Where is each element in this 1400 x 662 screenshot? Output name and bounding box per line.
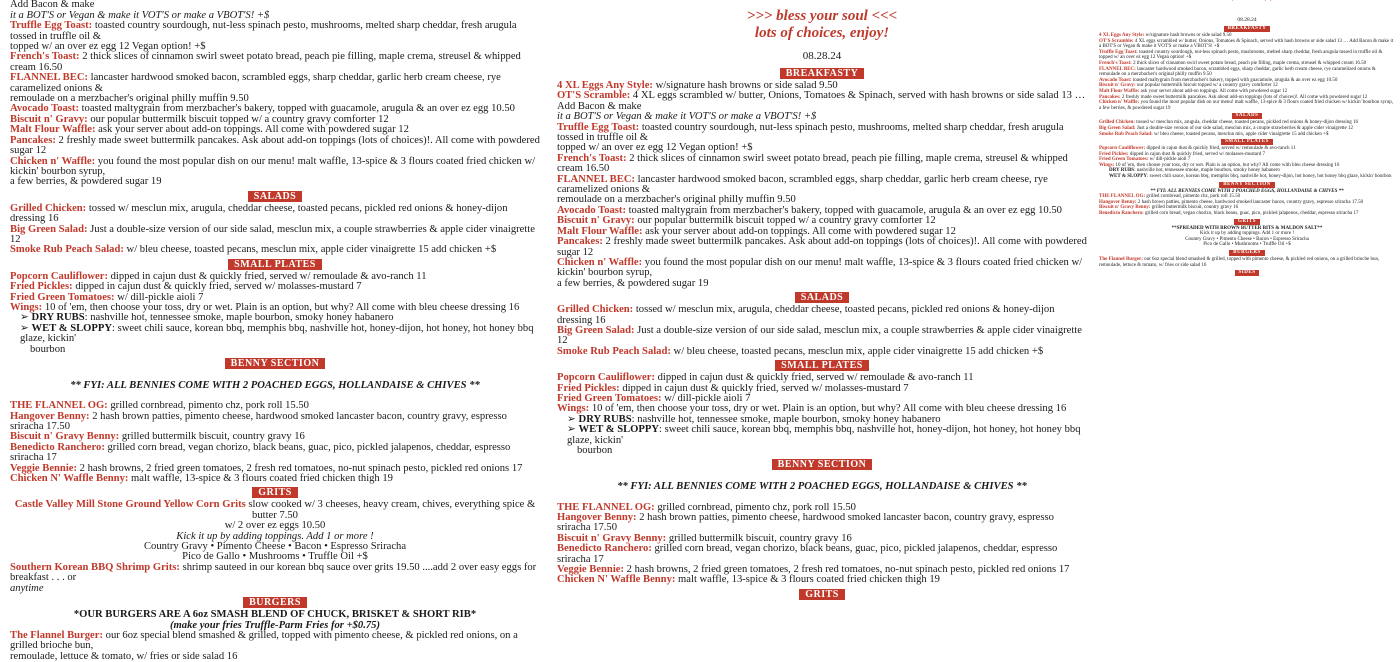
biscuit-gravy-item: Biscuit n' Gravy: our popular buttermilk biscuit topped w/ a country gravy comforter 12 <box>557 215 936 227</box>
salads-heading-small: SALADS <box>1232 113 1263 119</box>
grits-kick-small: Kick it up by adding toppings. Add 1 or more ! <box>1199 231 1295 237</box>
korean-shrimp-grits: Southern Korean BBQ Shrimp Grits: shrimp sauteed in our korean bbq sauce over grits 19.50 ....add 2 over easy eggs for breakfast . . . or <box>10 561 537 584</box>
grilled-chicken-salad: Grilled Chicken: tossed w/ mesclun mix, arugula, cheddar cheese, toasted pecans, pickled red onions & honey-dijon dressing 16 <box>557 304 1055 326</box>
fried-pickles: Fried Pickles: dipped in cajun dust & quickly fried, served w/ molasses-mustard 7 <box>557 382 909 394</box>
flannel-bec-small: FLANNEL BEC: lancaster hardwood smoked bacon, scrambled eggs, sharp cheddar, garlic herb cream cheese, rye caramelized onions & remoulade on a merzbacher's original philly muffin 9.50 <box>1099 66 1376 78</box>
grilled-chicken-salad: Grilled Chicken: tossed w/ mesclun mix, arugula, cheddar cheese, toasted pecans, pickled red onions & honey-dijon dressing 16 <box>10 202 508 225</box>
tagline-choices-small <box>1099 0 1395 1</box>
ots-scramble-item: OT'S Scramble: 4 XL eggs scrambled w/ butter, Onions, Tomatoes & Spinach, served with hash browns or side salad 13 … Add Bacon & make <box>557 90 1086 112</box>
ots-scramble-small: OT'S Scramble: 4 XL eggs scrambled w/ butter, Onions, Tomatoes & Spinach, served with hash browns or side salad 13 … Add Bacon & make it a BOT'S or Vegan & make it VOT'S or make a VBOT'S! +$ <box>1099 38 1394 50</box>
grits-toppings1-small: Country Gravy • Pimento Cheese • Bacon • Espresso Sriracha <box>1185 236 1309 242</box>
chicken-waffle-small: Chicken n' Waffle: you found the most popular dish on our menu! malt waffle, 13-spice & 3 flours coated fried chicken w/ kickin' bourbon syrup, a few berries, & powdered sugar 19 <box>1099 100 1394 111</box>
big-green-salad-small: Big Green Salad: Just a double-size version of our side salad, mesclun mix, a couple strawberries & apple cider vinaigrette 12 <box>1099 125 1354 131</box>
popcorn-cauliflower: Popcorn Cauliflower: dipped in cajun dust & quickly fried, served w/ remoulade & avo-ranch 11 <box>10 270 427 282</box>
pancakes-item: Pancakes: 2 freshly made sweet buttermilk pancakes. Ask about add-on toppings (lots of choices)!. All come with powdered sugar 12 <box>557 236 1087 258</box>
pancakes-item: Pancakes: 2 freshly made sweet buttermilk pancakes. Ask about add-on toppings (lots of choices)!. All come with powdered sugar 12 <box>10 134 540 157</box>
grits-toppings2-small: Pico de Gallo • Mushrooms • Truffle Oil +$ <box>1203 242 1291 248</box>
flannel-og: THE FLANNEL OG: grilled cornbread, pimento chz, pork roll 15.50 <box>10 400 309 412</box>
avocado-toast-small: Avocado Toast: toasted maltygrain from merzbacher's bakery, topped with guacamole, arugula & an over ez egg 10.50 <box>1099 77 1338 83</box>
peach-salad-small: Smoke Rub Peach Salad: w/ bleu cheese, toasted pecans, mesclun mix, apple cider vinaigrette 15 add chicken +$ <box>1099 131 1329 137</box>
veggie-bennie: Veggie Bennie: 2 hash browns, 2 fried green tomatoes, 2 fresh red tomatoes, no-nut spinach pesto, pickled red onions 17 <box>557 564 1070 576</box>
sides-heading-small: SIDES <box>1235 270 1260 276</box>
small-plates-heading: SMALL PLATES <box>228 259 322 270</box>
flannel-bec-item: FLANNEL BEC: lancaster hardwood smoked bacon, scrambled eggs, sharp cheddar, garlic herb cream cheese, rye caramelized onions & <box>557 173 1048 196</box>
menu-date-small: 08.28.24 <box>1237 17 1257 23</box>
big-green-salad: Big Green Salad: Just a double-size version of our side salad, mesclun mix, a couple strawberries & apple cider vinaigrette 12 <box>557 324 1082 347</box>
chicken-waffle-item: Chicken n' Waffle: you found the most popular dish on our menu! malt waffle, 13-spice & 3 flours coated fried chicken w/ kickin' bourbon syrup, <box>557 256 1083 279</box>
grilled-chicken-salad-small: Grilled Chicken: tossed w/ mesclun mix, arugula, cheddar cheese, toasted pecans, pickled red onions & honey-dijon dressing 16 <box>1099 120 1358 126</box>
french-toast-item: French's Toast: 2 thick slices of cinnamon swirl sweet potato bread, peach pie filling, maple crema, streusel & whipped cream 16.50 <box>10 51 521 73</box>
flannel-bec-item: FLANNEL BEC: lancaster hardwood smoked bacon, scrambled eggs, sharp cheddar, garlic herb cream cheese, rye caramelized onions & <box>10 72 501 94</box>
biscuit-gravy-item: Biscuit n' Gravy: our popular buttermilk biscuit topped w/ a country gravy comforter 12 <box>10 113 389 125</box>
grits-kick: Kick it up by adding toppings. Add 1 or more ! <box>176 530 374 542</box>
hangover-benny: Hangover Benny: 2 hash brown patties, pimento cheese, hardwood smoked lancaster bacon, country gravy, espresso sriracha 17.50 <box>10 410 507 432</box>
fried-pickles: Fried Pickles: dipped in cajun dust & quickly fried, served w/ molasses-mustard 7 <box>10 281 362 293</box>
burgers-fries: (make your fries Truffle-Parm Fries for +$0.75) <box>170 619 380 631</box>
burgers-heading: BURGERS <box>243 597 307 608</box>
arrow-icon: ➢ <box>567 424 576 436</box>
tagline-bless: >>> bless your soul <<< <box>746 8 898 24</box>
benny-heading-small: BENNY SECTION <box>1219 182 1275 188</box>
popcorn-cauliflower: Popcorn Cauliflower: dipped in cajun dust & quickly fried, served w/ remoulade & avo-ranch 11 <box>557 372 974 384</box>
chicken-waffle-benny: Chicken N' Waffle Benny: malt waffle, 13-spice & 3 flours coated fried chicken thigh 19 <box>10 473 393 485</box>
arrow-icon: ➢ <box>20 322 29 334</box>
wings: Wings: 10 of 'em, then choose your toss, dry or wet. Plain is an option, but why? All come with bleu cheese dressing 16 <box>10 301 520 313</box>
flannel-burger-cont: remoulade, lettuce & tomato, w/ fries or side salad 16 <box>10 650 238 662</box>
flannel-bec-cont: remoulade on a merzbacher's original philly muffin 9.50 <box>557 194 796 206</box>
castle-valley-grits: Castle Valley Mill Stone Ground Yellow Corn Grits slow cooked w/ 3 cheeses, heavy cream, chives, everything spice & butter 7.50 <box>14 499 536 521</box>
wet-sloppy-small: WET & SLOPPY: sweet chili sauce, korean bbq, memphis bbq, nashville hot, honey-dijon, hot honey, hot honey bbq glaze, kickin' bourbon <box>1109 174 1392 180</box>
chicken-waffle-benny: Chicken N' Waffle Benny: malt waffle, 13-spice & 3 flours coated fried chicken thigh 19 <box>557 574 940 586</box>
wet-sloppy-cont: bourbon <box>30 343 66 355</box>
eggs-any-style: 4 XL Eggs Any Style: w/signature hash browns or side salad 9.50 <box>557 80 838 91</box>
french-toast-small: French's Toast: 2 thick slices of cinnamon swirl sweet potato bread, peach pie filling, maple crema, streusel & whipped cream 16.50 <box>1099 60 1367 66</box>
fried-green-tomatoes: Fried Green Tomatoes: w/ dill-pickle aioli 7 <box>10 291 204 303</box>
small-plates-heading-small: SMALL PLATES <box>1221 139 1273 145</box>
flannel-burger: The Flannel Burger: our 6oz special blend smashed & grilled, topped with pimento cheese, & pickled red onions, on a grilled brioche bun, <box>10 629 518 652</box>
fried-green-tomatoes-small: Fried Green Tomatoes: w/ dill-pickle aioli 7 <box>1099 157 1191 163</box>
salads-heading: SALADS <box>248 191 302 202</box>
biscuit-gravy-benny-small: Biscuit n' Gravy Benny: grilled buttermilk biscuit, country gravy 16 <box>1099 205 1239 211</box>
truffle-egg-toast-item: Truffle Egg Toast: toasted country sourdough, nut-less spinach pesto, mushrooms, melted sharp cheddar, fresh arugula tossed in truffle oil & <box>10 20 517 42</box>
burgers-intro: *OUR BURGERS ARE A 6oz SMASH BLEND OF CHUCK, BRISKET & SHORT RIB* <box>73 609 477 621</box>
breakfasty-heading-small: BREAKFASTY <box>1224 26 1271 32</box>
hangover-benny: Hangover Benny: 2 hash brown patties, pimento cheese, hardwood smoked lancaster bacon, country gravy, espresso sriracha 17.50 <box>557 512 1054 534</box>
salads-heading: SALADS <box>795 292 849 303</box>
benny-fyi: ** FYI: ALL BENNIES COME WITH 2 POACHED EGGS, HOLLANDAISE & CHIVES ** <box>70 379 480 391</box>
menu-panel-right <box>1093 0 1400 500</box>
dry-rubs: ➢ DRY RUBS: nashville hot, tennessee smoke, maple bourbon, smoky honey habanero <box>567 413 941 425</box>
chicken-waffle-item: Chicken n' Waffle: you found the most popular dish on our menu! malt waffle, 13-spice & 3 flours coated fried chicken w/ kickin' bourbon syrup, <box>10 155 536 177</box>
big-green-salad: Big Green Salad: Just a double-size version of our side salad, mesclun mix, a couple strawberries & apple cider vinaigrette 12 <box>10 223 535 245</box>
grits-toppings-1: Country Gravy • Pimento Cheese • Bacon • Espresso Sriracha <box>143 541 407 553</box>
wet-sloppy: ➢ WET & SLOPPY: sweet chili sauce, korean bbq, memphis bbq, nashville hot, honey-dijon, hot honey, hot honey bbq glaze, kickin' <box>20 322 534 345</box>
wet-sloppy: ➢ WET & SLOPPY: sweet chili sauce, korean bbq, memphis bbq, nashville hot, honey-dijon, hot honey, hot honey bbq glaze, kickin' <box>567 424 1081 446</box>
truffle-egg-toast-item: Truffle Egg Toast: toasted country sourdough, nut-less spinach pesto, mushrooms, melted sharp cheddar, fresh arugula tossed in truffle oil & <box>557 121 1064 144</box>
grits-heading: GRITS <box>799 589 845 600</box>
benny-heading: BENNY SECTION <box>225 358 326 369</box>
peach-salad: Smoke Rub Peach Salad: w/ bleu cheese, toasted pecans, mesclun mix, apple cider vinaigrette 15 add chicken +$ <box>557 345 1044 357</box>
biscuit-gravy-benny: Biscuit n' Gravy Benny: grilled buttermilk biscuit, country gravy 16 <box>10 431 305 443</box>
dry-rubs-small: DRY RUBS: nashville hot, tennessee smoke, maple bourbon, smoky honey habanero <box>1109 168 1280 174</box>
hangover-benny-small: Hangover Benny: 2 hash brown patties, pimento cheese, hardwood smoked lancaster bacon, country gravy, espresso sriracha 17.50 <box>1099 199 1364 205</box>
flannel-bec-cont: remoulade on a merzbacher's original philly muffin 9.50 <box>10 93 249 105</box>
fried-pickles-small: Fried Pickles: dipped in cajun dust & quickly fried, served w/ molasses-mustard 7 <box>1099 151 1265 157</box>
small-plates-heading: SMALL PLATES <box>775 360 869 371</box>
tagline-choices: lots of choices, enjoy! <box>754 25 890 41</box>
flannel-og-small: THE FLANNEL OG: grilled cornbread, pimento chz, pork roll 15.50 <box>1099 194 1241 200</box>
french-toast-item: French's Toast: 2 thick slices of cinnamon swirl sweet potato bread, peach pie filling, maple crema, streusel & whipped cream 16.50 <box>557 152 1068 175</box>
avocado-toast-item: Avocado Toast: toasted maltygrain from merzbacher's bakery, topped with guacamole, arugula & an over ez egg 10.50 <box>557 204 1062 216</box>
truffle-egg-toast-cont: topped w/ an over ez egg 12 Vegan option! +$ <box>10 41 206 53</box>
biscuit-gravy-small: Biscuit n' Gravy: our popular buttermilk biscuit topped w/ a country gravy comforter 12 <box>1099 83 1278 89</box>
breakfasty-heading: BREAKFASTY <box>780 68 865 79</box>
grits-heading: GRITS <box>252 487 298 498</box>
peach-salad: Smoke Rub Peach Salad: w/ bleu cheese, toasted pecans, mesclun mix, apple cider vinaigrette 15 add chicken +$ <box>10 244 497 256</box>
benny-fyi: ** FYI: ALL BENNIES COME WITH 2 POACHED EGGS, HOLLANDAISE & CHIVES ** <box>617 481 1027 492</box>
benny-fyi-small: ** FYI: ALL BENNIES COME WITH 2 POACHED EGGS, HOLLANDAISE & CHIVES ** <box>1150 188 1344 194</box>
pancakes-small: Pancakes: 2 freshly made sweet buttermilk pancakes. Ask about add-on toppings (lots of choices)!. All come with powdered sugar 12 <box>1099 94 1368 100</box>
flannel-burger-small: The Flannel Burger: our 6oz special blend smashed & grilled, topped with pimento cheese, & pickled red onions, on a grilled brioche bun, remoulade, lettuce & tomato, w/ fries or side salad 16 <box>1099 257 1380 268</box>
burgers-heading-small: BURGERS <box>1229 250 1265 256</box>
menu-date: 08.28.24 <box>802 50 842 62</box>
castle-valley-cont: w/ 2 over ez eggs 10.50 <box>224 520 326 532</box>
veggie-bennie: Veggie Bennie: 2 hash browns, 2 fried green tomatoes, 2 fresh red tomatoes, no-nut spinach pesto, pickled red onions 17 <box>10 462 523 474</box>
truffle-egg-toast-cont: topped w/ an over ez egg 12 Vegan option! +$ <box>557 142 753 154</box>
popcorn-cauliflower-small: Popcorn Cauliflower: dipped in cajun dust & quickly fried, served w/ remoulade & avo-ranch 11 <box>1099 146 1296 152</box>
wings: Wings: 10 of 'em, then choose your toss, dry or wet. Plain is an option, but why? All come with bleu cheese dressing 16 <box>557 403 1067 415</box>
ots-scramble-cont: it a BOT'S or Vegan & make it VOT'S or make a VBOT'S! +$ <box>557 111 817 123</box>
spreaded-note-small: **SPREADED WITH BROWN BUTTER BITS & MALDON SALT** <box>1171 225 1323 231</box>
wet-sloppy-cont: bourbon <box>577 445 613 456</box>
ots-scramble-cont: it a BOT'S or Vegan & make it VOT'S or make a VBOT'S! +$ <box>10 9 270 21</box>
malt-waffle-item: Malt Flour Waffle: ask your server about add-on toppings. All come with powdered sugar 12 <box>557 225 956 237</box>
biscuit-gravy-benny: Biscuit n' Gravy Benny: grilled buttermilk biscuit, country gravy 16 <box>557 532 852 544</box>
eggs-any-style-small: 4 XL Eggs Any Style: w/signature hash browns or side salad 9.50 <box>1099 33 1232 38</box>
dry-rubs: ➢ DRY RUBS: nashville hot, tennessee smoke, maple bourbon, smoky honey habanero <box>20 312 394 324</box>
menu-panel-middle <box>548 0 1093 600</box>
truffle-egg-toast-small: Truffle Egg Toast: toasted country sourdough, nut-less spinach pesto, mushrooms, melted sharp cheddar, fresh arugula tossed in truffle oil & topped w/ an over ez egg 12 Vegan option! +$ <box>1099 49 1383 61</box>
korean-shrimp-cont: anytime <box>10 582 44 594</box>
benedicto-ranchero: Benedicto Ranchero: grilled corn bread, vegan chorizo, black beans, guac, pico, pickled jalapenos, cheddar, espresso sriracha 17 <box>10 441 511 464</box>
arrow-icon: ➢ <box>20 312 29 324</box>
menu-panel-left <box>0 0 548 662</box>
benny-heading: BENNY SECTION <box>772 459 873 470</box>
chicken-waffle-cont: a few berries, & powdered sugar 19 <box>10 176 162 188</box>
avocado-toast-item: Avocado Toast: toasted maltygrain from merzbacher's bakery, topped with guacamole, arugula & an over ez egg 10.50 <box>10 103 515 115</box>
malt-waffle-item: Malt Flour Waffle: ask your server about add-on toppings. All come with powdered sugar 12 <box>10 124 409 136</box>
benedicto-ranchero-small: Benedicto Ranchero: grilled corn bread, vegan chorizo, black beans, guac, pico, pickled jalapenos, cheddar, espresso sriracha 17 <box>1099 211 1359 217</box>
flannel-og: THE FLANNEL OG: grilled cornbread, pimento chz, pork roll 15.50 <box>557 501 856 513</box>
wings-small: Wings: 10 of 'em, then choose your toss, dry or wet. Plain is an option, but why? All come with bleu cheese dressing 16 <box>1099 162 1340 168</box>
arrow-icon: ➢ <box>567 413 576 425</box>
chicken-waffle-cont: a few berries, & powdered sugar 19 <box>557 277 709 289</box>
benedicto-ranchero: Benedicto Ranchero: grilled corn bread, vegan chorizo, black beans, guac, pico, pickled jalapenos, cheddar, espresso sriracha 17 <box>557 543 1058 565</box>
malt-waffle-small: Malt Flour Waffle: ask your server about add-on toppings. All come with powdered sugar 12 <box>1099 88 1288 94</box>
fried-green-tomatoes: Fried Green Tomatoes: w/ dill-pickle aioli 7 <box>557 392 751 404</box>
grits-heading-small: GRITS <box>1234 219 1260 225</box>
grits-toppings-2: Pico de Gallo • Mushrooms • Truffle Oil +$ <box>182 551 368 563</box>
ots-scramble-item: Add Bacon & make <box>10 0 95 11</box>
